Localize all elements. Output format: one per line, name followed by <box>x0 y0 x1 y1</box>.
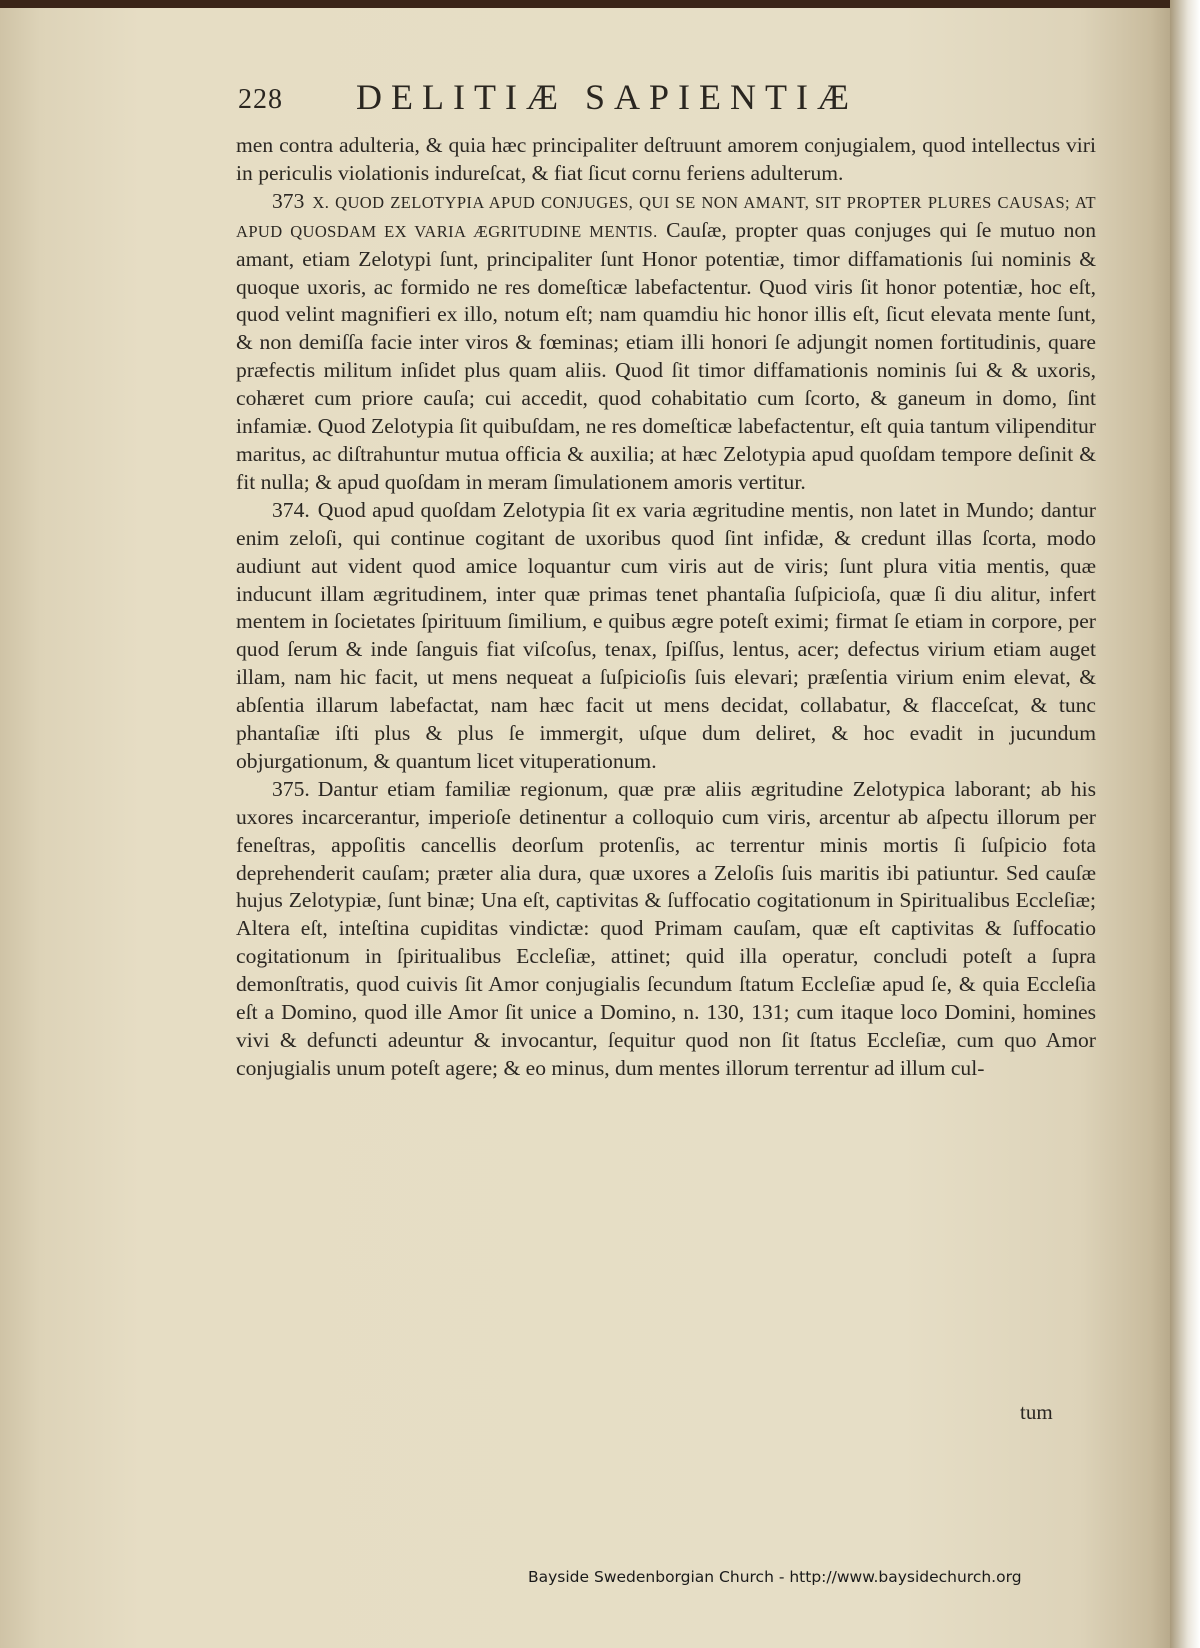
paragraph-375 <box>236 776 1096 1083</box>
paragraph-text: Quod apud quoſdam Zelotypia ſit ex varia ægritudine mentis, non latet in Mundo; dantur enim zeloſi, qui continue cogitant de uxoribus quod ſint infidæ, & credunt illas ſcorta, modo audiunt aut vident quod amice loquantur cum viris aut de viris; ſunt plura vitia mentis, quæ inducunt illam ægritudinem, inter quæ primas tenet phantaſia ſuſpicioſa, quæ ſi diu alitur, infert mentem in ſocietates ſpirituum ſimilium, e quibus ægre poteſt eximi; firmat ſe etiam in corpore, per quod ſerum & inde ſanguis fiat viſcoſus, tenax, ſpiſſus, lentus, acer; defectus virium etiam auget illam, nam hic facit, ut mens nequeat a ſuſpicioſis ſuis elevari; præſentia virium enim elevat, & abſentia illarum labefactat, nam hæc facit ut mens decidat, collabatur, & flacceſcat, & tunc phantaſiæ iſti plus & plus ſe immergit, uſque dum deliret, & hoc evadit in jucundum objurgationum, & quantum licet vituperationum. <box>236 497 1096 773</box>
paragraph-number: 374. <box>272 497 310 522</box>
continued-paragraph: men contra adulteria, & quia hæc principaliter deſtruunt amorem conjugialem, quod intellectus viri in periculis violationis indureſcat, & fiat ſicut cornu feriens adulterum. <box>236 133 1096 185</box>
watermark-footer: Bayside Swedenborgian Church - http://www.baysidechurch.org <box>528 1568 1022 1586</box>
section-heading: X. QUOD ZELOTYPIA APUD CONJUGES, QUI SE NON AMANT, SIT PROPTER PLURES CAUSAS; AT APUD QUOSDAM EX VARIA ÆGRITUDINE MENTIS. <box>236 192 1096 241</box>
paragraph-number: 373 <box>272 188 305 213</box>
text-block <box>236 132 1096 1083</box>
page-number: 228 <box>238 84 283 115</box>
catchword: tum <box>1020 1400 1053 1424</box>
paragraph-373 <box>236 188 1096 497</box>
book-title: DELITIÆ SAPIENTIÆ <box>356 77 858 117</box>
paragraph-text: Dantur etiam familiæ regionum, quæ præ aliis ægritudine Zelotypica laborant; ab his uxores incarcerantur, imperioſe detinentur a colloquio cum viris, arcentur ab aſpectu illorum per feneſtras, appoſitis cancellis deorſum protenſis, ac terrentur minis mortis ſi ſuſpicio fota deprehenderit cauſam; præter alia dura, quæ uxores a Zeloſis ſuis maritis ibi patiuntur. Sed cauſæ hujus Zelotypiæ, ſunt binæ; Una eſt, captivitas & ſuffocatio cogitationum in Spiritualibus Eccleſiæ; Altera eſt, inteſtina cupiditas vindictæ: quod Primam cauſam, quæ eſt captivitas & ſuffocatio cogitationum in ſpiritualibus Eccleſiæ, attinet; quid illa operatur, concludi poteſt a ſupra demonſtratis, quod cuivis ſit Amor conjugialis ſecundum ſtatum Eccleſiæ apud ſe, & quia Eccleſia eſt a Domino, quod ille Amor ſit unice a Domino, n. 130, 131; cum itaque loco Domini, homines vivi & defuncti adeuntur & invocantur, ſequitur quod non ſit ſtatus Eccleſiæ, cum quo Amor conjugialis unum poteſt agere; & eo minus, dum mentes illorum terrentur ad illum cul- <box>236 776 1096 1080</box>
paragraph-text: Cauſæ, propter quas conjuges qui ſe mutuo non amant, etiam Zelotypi ſunt, principaliter ſunt Honor potentiæ, timor diffamationis ſui nominis & quoque uxoris, ac formido ne res domeſticæ labefactentur. Quod viris ſit honor potentiæ, hoc eſt, quod velint magnifieri ex illo, notum eſt; nam quamdiu hic honor illis eſt, ſicut elevata mente ſunt, & non demiſſa facie inter viros & fœminas; etiam illi honori ſe adjungit nomen fortitudinis, quare præfectis militum inſidet plus quam aliis. Quod ſit timor diffamationis nominis ſui & & uxoris, cohæret cum priore cauſa; cui accedit, quod cohabitatio cum ſcorto, & ganeum in domo, ſint infamiæ. Quod Zelotypia ſit quibuſdam, ne res domeſticæ labefactentur, eſt quia tantum vilipenditur maritus, ac diſtrahuntur mutua officia & auxilia; at hæc Zelotypia apud quoſdam tempore deſinit & fit nulla; & apud quoſdam in meram ſimulationem amoris vertitur. <box>236 217 1096 494</box>
running-head <box>238 76 998 122</box>
page-binding-edge <box>1170 0 1200 1648</box>
page-top-edge <box>0 0 1170 8</box>
paragraph-374 <box>236 497 1096 776</box>
paragraph-number: 375. <box>272 776 310 801</box>
